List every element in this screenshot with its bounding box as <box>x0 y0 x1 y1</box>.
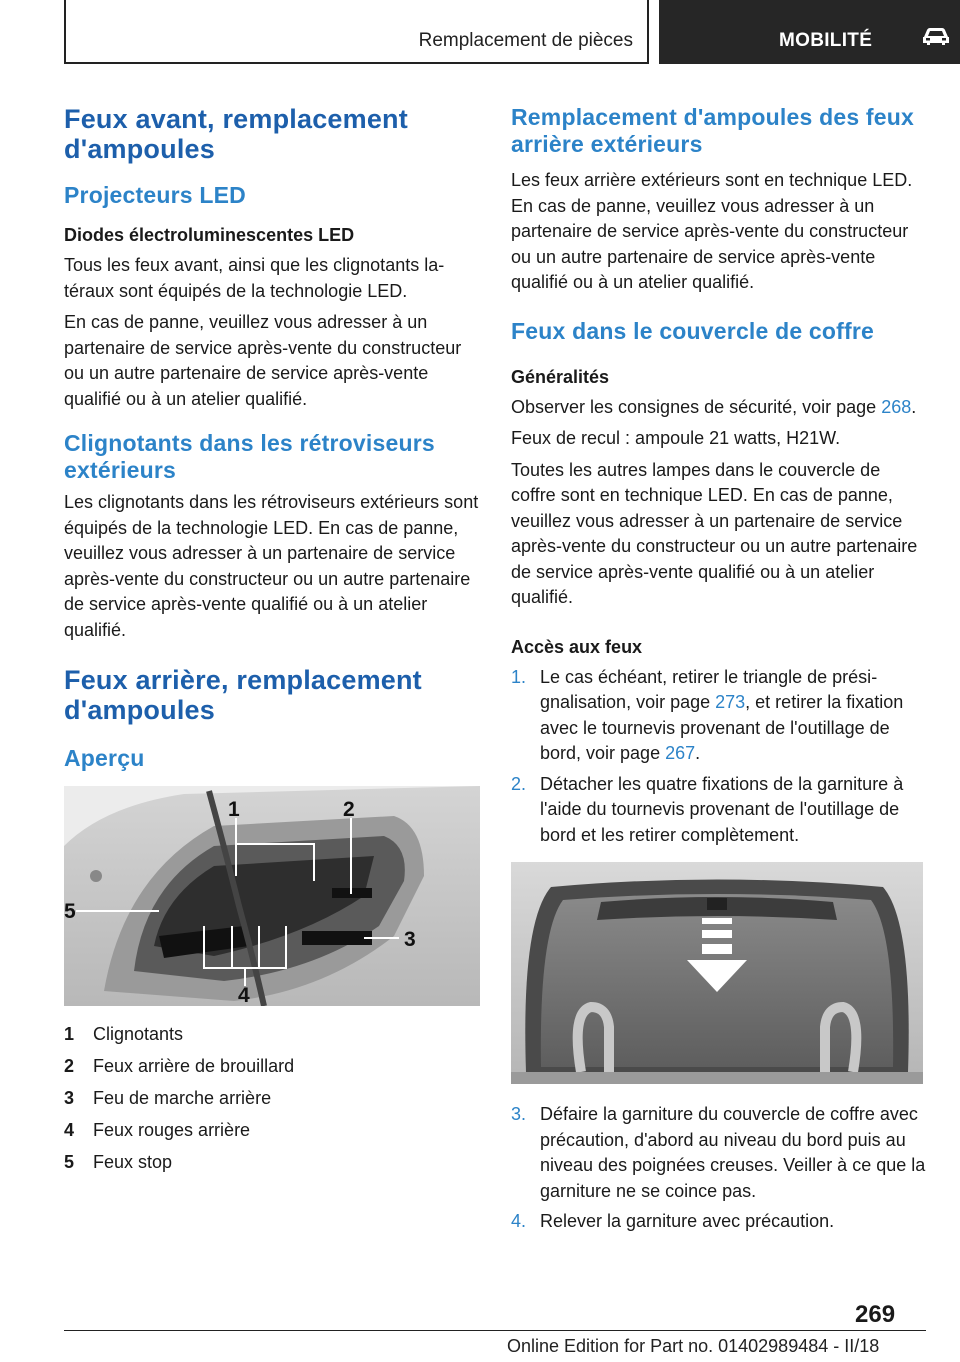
steps-list-b <box>511 1102 927 1235</box>
subheading-diodes: Diodes électroluminescentes LED <box>64 225 355 245</box>
safety-ref-end: . <box>911 396 917 417</box>
paragraph-other-lamps: Toutes les autres lampes dans le couvercle de coffre sont en technique LED. En cas de panne, veuillez vous adresser à un partenaire de service après-vente du constructeur ou un autre partenaire de service après-vente qualifié ou à un atelier qualifié. <box>511 459 918 607</box>
paragraph-exterior-rear-lights: Les feux arrière extérieurs sont en technique LED. En cas de panne, veuillez vous adresser à un partenaire de service après-vente du constructeur ou un autre partenaire de service après-vente qualifié ou à un atelier qualifié. <box>511 170 913 292</box>
legend-number: 1 <box>64 1024 75 1044</box>
paragraph-reverse-light: Feux de recul : ampoule 21 watts, H21W. <box>511 428 841 448</box>
heading-front-lights: Feux avant, remplacement d'ampoules <box>64 104 408 164</box>
step-number: 3. <box>511 1104 527 1124</box>
car-icon <box>921 26 951 46</box>
legend-text: Feux stop <box>93 1152 173 1172</box>
step-text <box>540 665 927 767</box>
paragraph-mirror-indicators: Les clignotants dans les rétroviseurs extérieurs sont équipés de la technologie LED. En cas de panne, veuillez vous adresser à un partenaire de service après-vente du constructeur ou un autre partenaire de service après-vente qualifié ou à un atelier qualifié. <box>64 492 479 640</box>
step-text: Relever la garniture avec précaution. <box>540 1211 835 1231</box>
step-1 <box>511 665 927 767</box>
legend-text: Feu de marche arrière <box>93 1088 272 1108</box>
right-column <box>511 104 927 1240</box>
page-link-273[interactable]: 273 <box>715 692 746 712</box>
figure-callout-1: 1 <box>228 798 240 821</box>
step-number: 2. <box>511 773 527 794</box>
step-4 <box>511 1209 927 1235</box>
legend-text: Feux rouges arrière <box>93 1120 251 1140</box>
footer-edition: Online Edition for Part no. 01402989484 - II/18 <box>507 1336 880 1356</box>
step-2 <box>511 772 927 849</box>
header-tab-label: MOBILITÉ <box>779 30 873 51</box>
paragraph-safety-ref <box>511 395 927 421</box>
footer-divider <box>64 1330 926 1331</box>
figure-callout-5: 5 <box>64 900 76 923</box>
step-number: 1. <box>511 666 527 687</box>
legend-number: 5 <box>64 1152 75 1172</box>
figure-callout-2: 2 <box>343 798 355 821</box>
paragraph-front-breakdown: En cas de panne, veuillez vous adresser à un partenaire de service après-vente du constructeur ou un autre partenaire de service après-vente qualifié ou à un atelier qualifié. <box>64 312 462 409</box>
legend-text: Clignotants <box>93 1024 184 1044</box>
step-text: Détacher les quatre fixations de la garniture à l'aide du tournevis provenant de l'outillage de bord et les retirer complètement. <box>540 773 904 845</box>
heading-rear-lights: Feux arrière, remplacement d'ampoules <box>64 665 422 725</box>
heading-mirror-indicators: Clignotants dans les rétroviseurs extérieurs <box>64 430 435 483</box>
step-3 <box>511 1102 927 1204</box>
paragraph-front-led: Tous les feux avant, ainsi que les clignotants latéraux sont équipés de la technologie LED. <box>64 255 445 301</box>
step-number: 4. <box>511 1211 527 1231</box>
page-link-268[interactable]: 268 <box>881 396 912 417</box>
legend-number: 2 <box>64 1056 75 1076</box>
header-section-box <box>64 0 649 64</box>
heading-overview: Aperçu <box>64 745 145 771</box>
subheading-general: Généralités <box>511 366 610 387</box>
page-link-267[interactable]: 267 <box>665 743 696 763</box>
step-text-part: , et retirer la fixation avec le tournevis provenant de l'outillage de bord, voir page <box>540 692 904 763</box>
figure-callout-3: 3 <box>404 928 416 951</box>
figure-callout-4: 4 <box>238 984 250 1006</box>
legend-row <box>64 1050 480 1082</box>
legend-number: 3 <box>64 1088 75 1108</box>
left-column <box>64 104 480 1178</box>
step-text-part: . <box>695 743 701 763</box>
heading-exterior-rear-lights: Remplacement d'ampoules des feux arrière extérieurs <box>511 104 914 157</box>
legend-number: 4 <box>64 1120 75 1140</box>
rear-light-figure <box>64 786 480 1006</box>
step-text-part: Le cas échéant, retirer le triangle de présignalisation, voir page <box>540 666 878 712</box>
trunk-lid-figure <box>511 862 923 1084</box>
legend-row <box>64 1114 480 1146</box>
page-number: 269 <box>855 1301 896 1328</box>
figure-legend <box>64 1018 480 1178</box>
heading-led-projectors: Projecteurs LED <box>64 182 246 208</box>
legend-row <box>64 1082 480 1114</box>
legend-row <box>64 1146 480 1178</box>
safety-ref-text: Observer les consignes de sécurité, voir page <box>511 396 882 417</box>
heading-trunk-lid-lights: Feux dans le couvercle de coffre <box>511 317 875 344</box>
legend-row <box>64 1018 480 1050</box>
step-text: Défaire la garniture du couvercle de coffre avec précaution, d'abord au niveau du bord puis au niveau des poignées creuses. Veiller à ce que la garniture ne se coince pas. <box>540 1104 926 1201</box>
header-section-title: Remplacement de pièces <box>418 30 633 51</box>
steps-list-a <box>511 665 927 849</box>
subheading-light-access: Accès aux feux <box>511 636 643 657</box>
legend-text: Feux arrière de brouillard <box>93 1056 295 1076</box>
header-tab-mobilite[interactable] <box>659 0 960 64</box>
